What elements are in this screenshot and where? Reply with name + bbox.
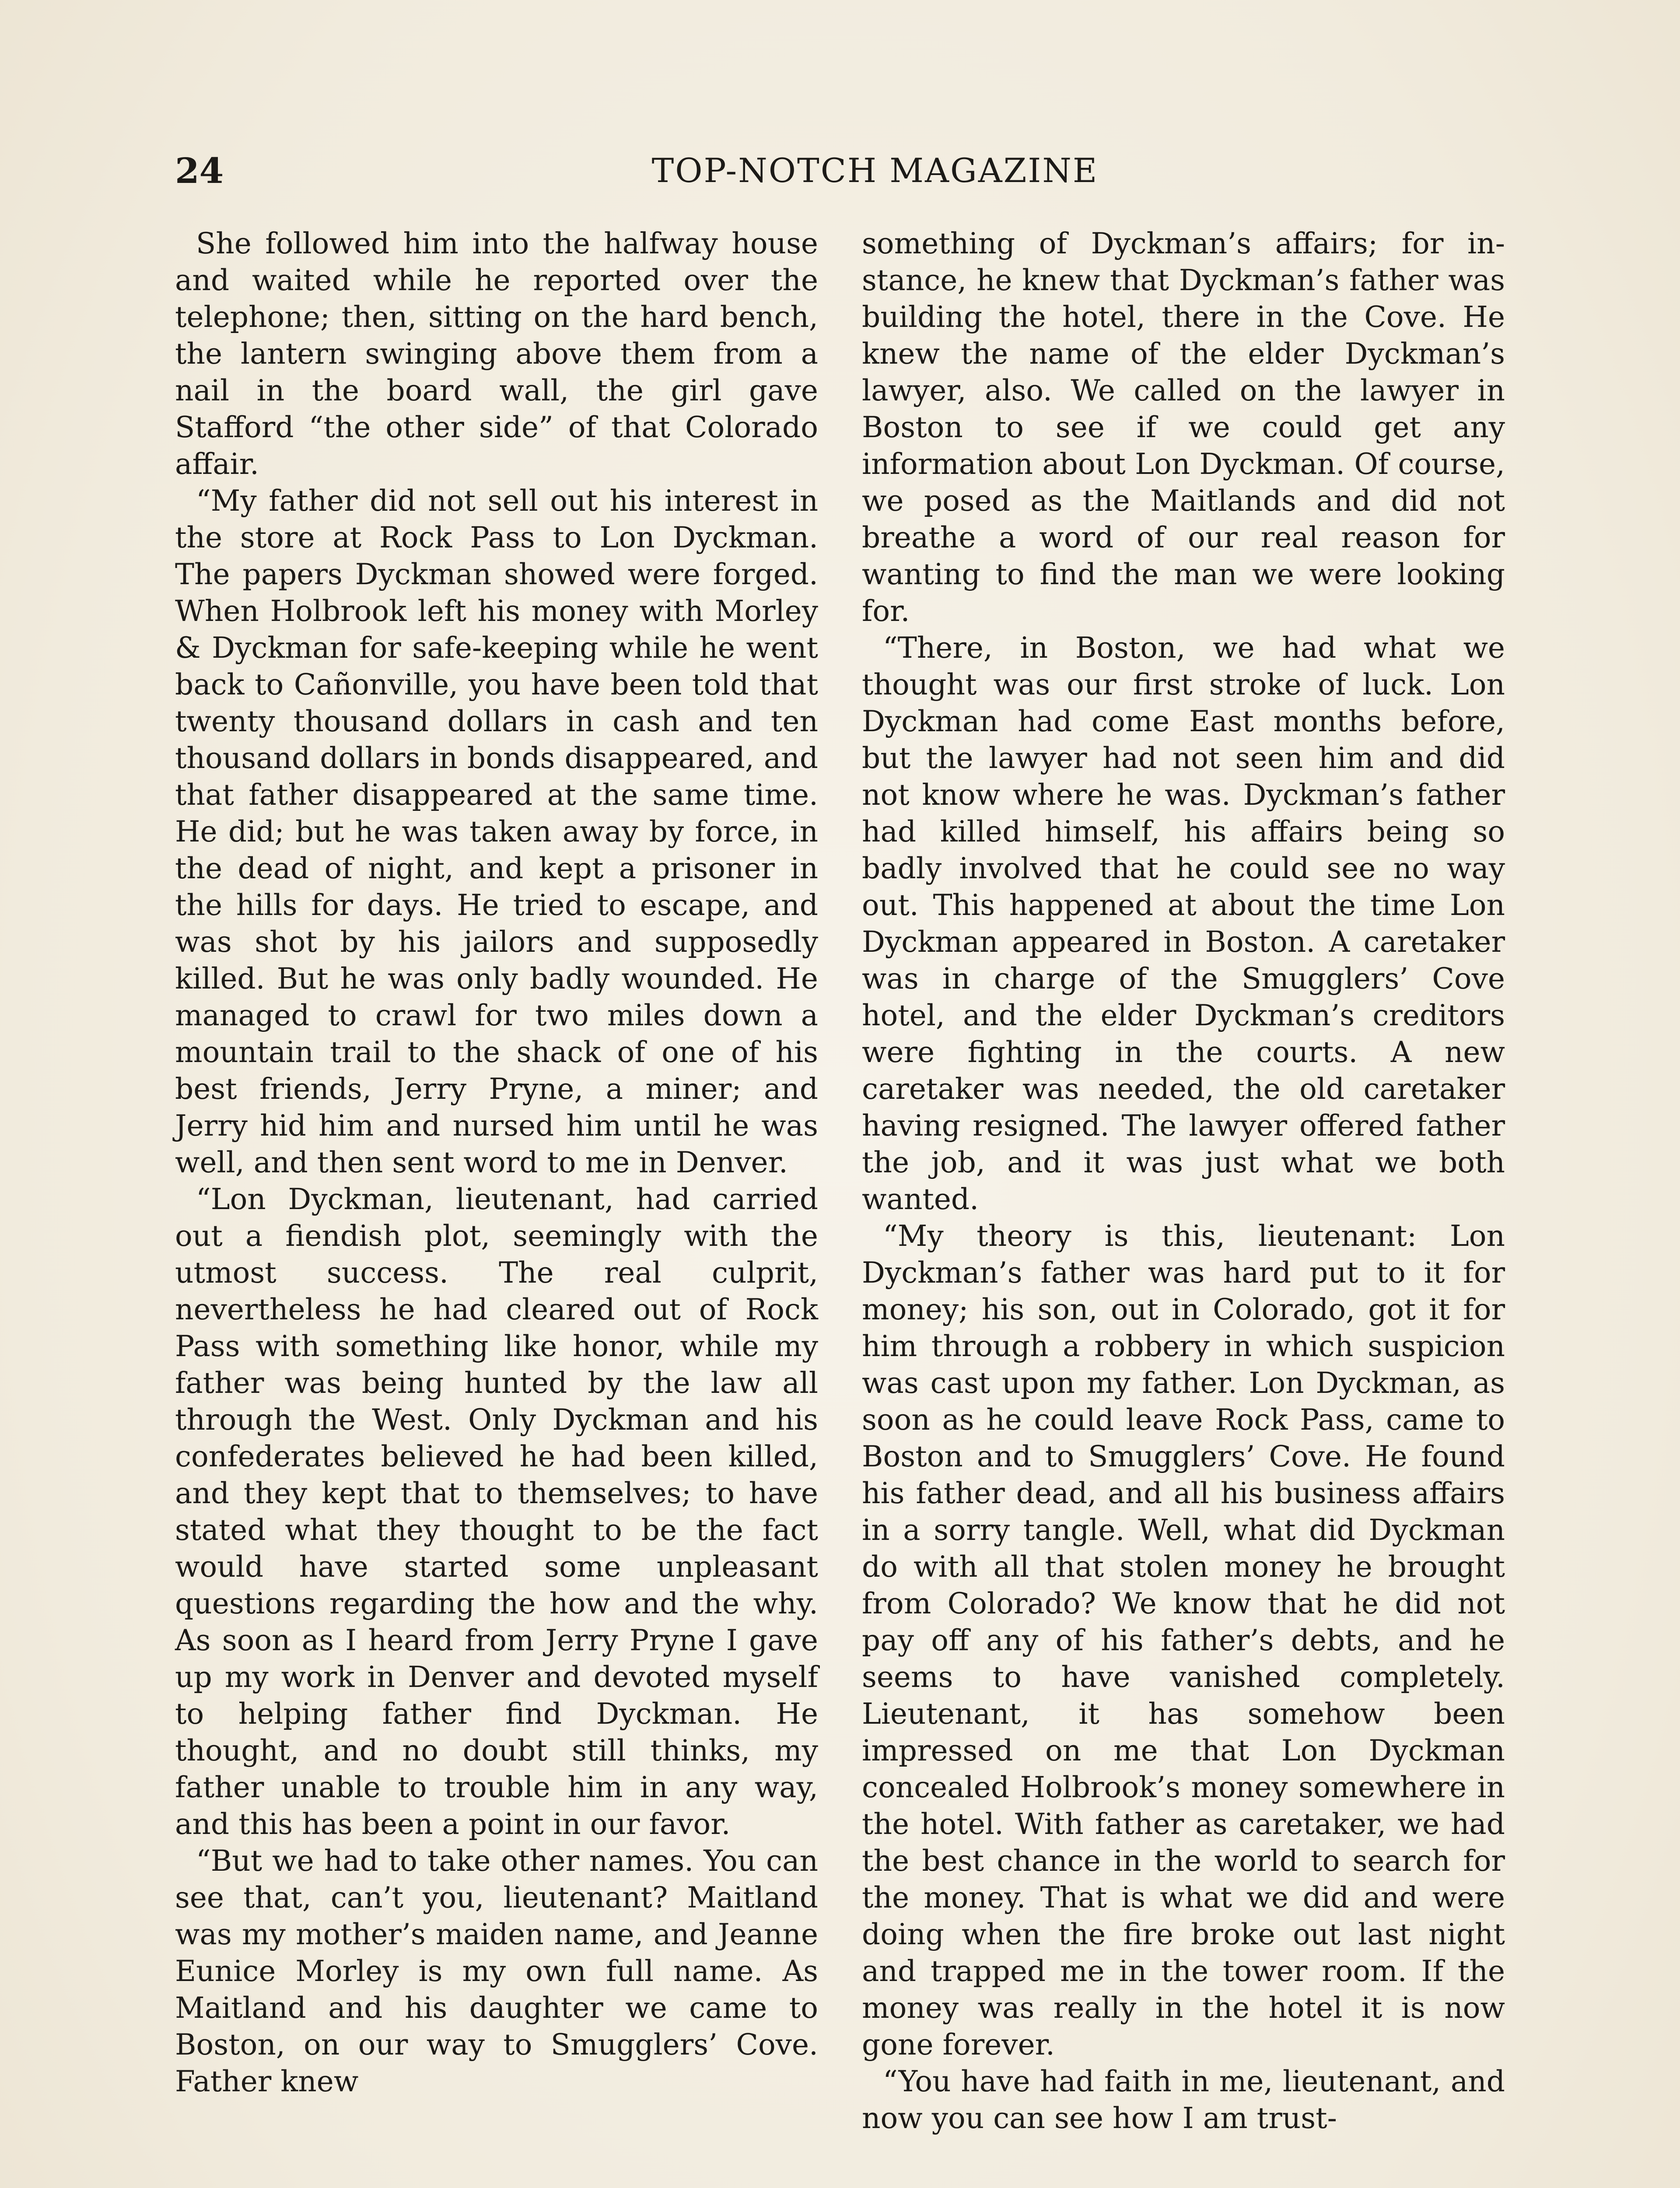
paragraph: “Lon Dyckman, lieutenant, had carried out a fiendish plot, seemingly with the utmost success. The real culprit, nevertheless he had cleared out of Rock Pass with something like honor, while my father was being hunted by the law all through the West. Only Dyckman and his confederates believed he had been killed, and they kept that to themselves; to have stated what they thought to be the fact would have started some unpleasant questions regarding the how and the why. As soon as I heard from Jerry Pryne I gave up my work in Denver and devoted myself to helping father find Dyckman. He thought, and no doubt still thinks, my father unable to trouble him in any way, and this has been a point in our favor. bbox=[175, 1182, 818, 1841]
right-column bbox=[862, 225, 1505, 2137]
left-column bbox=[175, 225, 818, 2100]
paragraph-continued: something of Dyckman’s affairs; for instance, he knew that Dyckman’s father was building the hotel, there in the Cove. He knew the name of the elder Dyckman’s lawyer, also. We called on the lawyer in Boston to see if we could get any information about Lon Dyckman. Of course, we posed as the Maitlands and did not breathe a word of our real reason for wanting to find the man we were looking for. bbox=[862, 227, 1505, 628]
paragraph: She followed him into the halfway house and waited while he reported over the telephone; then, sitting on the hard bench, the lantern swinging above them from a nail in the board wall, the girl gave Stafford “the other side” of that Colorado affair. bbox=[175, 227, 818, 481]
paragraph: “But we had to take other names. You can see that, can’t you, lieutenant? Maitland was my mother’s maiden name, and Jeanne Eunice Morley is my own full name. As Maitland and his daughter we came to Boston, on our way to Smugglers’ Cove. Father knew bbox=[175, 1844, 818, 2098]
paragraph: “My father did not sell out his interest in the store at Rock Pass to Lon Dyckman. The papers Dyckman showed were forged. When Holbrook left his money with Morley & Dyckman for safe-keeping while he went back to Cañonville, you have been told that twenty thousand dollars in cash and ten thousand dollars in bonds disappeared, and that father disappeared at the same time. He did; but he was taken away by force, in the dead of night, and kept a prisoner in the hills for days. He tried to escape, and was shot by his jailors and supposedly killed. But he was only badly wounded. He managed to crawl for two miles down a mountain trail to the shack of one of his best friends, Jerry Pryne, a miner; and Jerry hid him and nursed him until he was well, and then sent word to me in Denver. bbox=[175, 484, 818, 1179]
paragraph: “My theory is this, lieutenant: Lon Dyckman’s father was hard put to it for money; his son, out in Colorado, got it for him through a robbery in which suspicion was cast upon my father. Lon Dyckman, as soon as he could leave Rock Pass, came to Boston and to Smugglers’ Cove. He found his father dead, and all his business affairs in a sorry tangle. Well, what did Dyckman do with all that stolen money he brought from Colorado? We know that he did not pay off any of his father’s debts, and he seems to have vanished completely. Lieutenant, it has somehow been impressed on me that Lon Dyckman concealed Holbrook’s money somewhere in the hotel. With father as caretaker, we had the best chance in the world to search for the money. That is what we did and were doing when the fire broke out last night and trapped me in the tower room. If the money was really in the hotel it is now gone forever. bbox=[862, 1219, 1505, 2062]
page-number: 24 bbox=[175, 150, 224, 191]
running-title: TOP-NOTCH MAGAZINE bbox=[651, 151, 1099, 190]
paragraph: “There, in Boston, we had what we thought was our first stroke of luck. Lon Dyckman had come East months before, but the lawyer had not seen him and did not know where he was. Dyckman’s father had killed himself, his affairs being so badly involved that he could see no way out. This happened at about the time Lon Dyckman appeared in Boston. A caretaker was in charge of the Smugglers’ Cove hotel, and the elder Dyckman’s creditors were fighting in the courts. A new caretaker was needed, the old caretaker having resigned. The lawyer offered father the job, and it was just what we both wanted. bbox=[862, 631, 1505, 1216]
paragraph: “You have had faith in me, lieutenant, and now you can see how I am trust- bbox=[862, 2065, 1505, 2135]
page-header bbox=[175, 147, 1509, 195]
